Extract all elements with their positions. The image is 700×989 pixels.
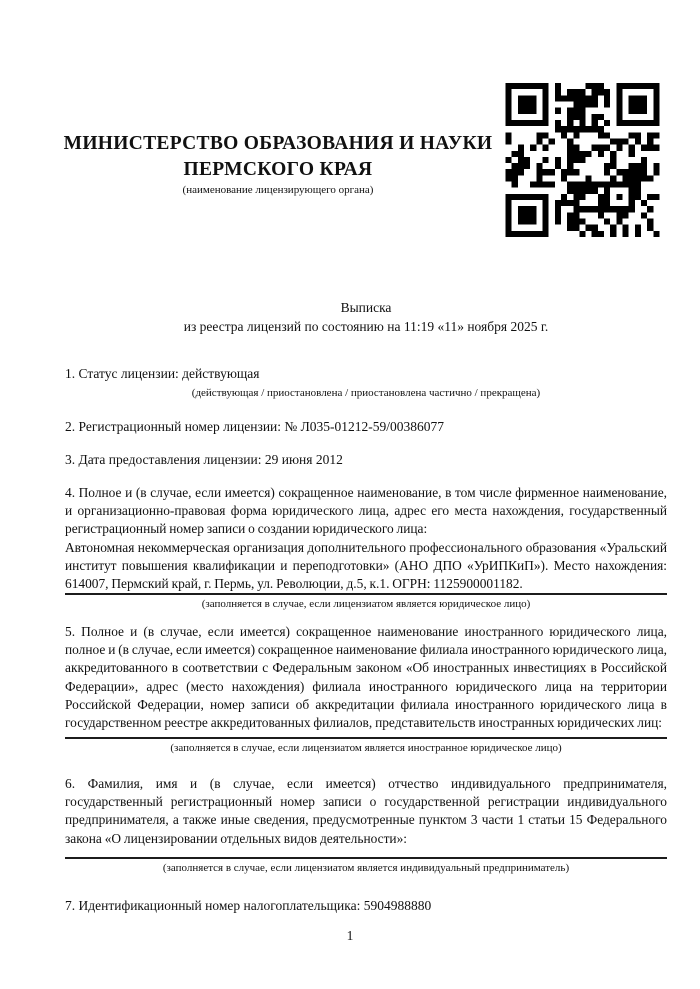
ministry-name-line2: ПЕРМСКОГО КРАЯ: [183, 159, 373, 180]
foreign-entity-description: 5. Полное и (в случае, если имеется) сокращенное наименование иностранного юридического лица, полное и (в случае, если имеется) сокращенное наименование филиала иностранного юридического лица, аккредитованного в соответствии с Федеральным законом «Об иностранных инвестициях в Российской Федерации», адрес (место нахождения) филиала иностранного юридического лица на территории Российской Федерации, номер записи об аккредитации филиала иностранного юридического лица в государственном реестре аккредитованных филиалов, представительств иностранных юридических лиц:: [65, 624, 667, 731]
page-number: 1: [346, 928, 354, 943]
document-title-line2: из реестра лицензий по состоянию на 11:19 «11» ноября 2025 г.: [183, 318, 549, 334]
registration-number-text: 2. Регистрационный номер лицензии: № Л035-01212-59/00386077: [65, 419, 445, 434]
grant-date-text: 3. Дата предоставления лицензии: 29 июня 2012: [65, 452, 343, 467]
entrepreneur-description: 6. Фамилия, имя и (в случае, если имеется) отчество индивидуального предпринимателя, государственный регистрационный номер записи о государственной регистрации индивидуального предпринимателя, а также иные сведения, предусмотренные пунктом 3 части 1 статьи 15 Федерального закона «О лицензировании отдельных видов деятельности»:: [65, 776, 667, 846]
section-entrepreneur: [65, 775, 667, 875]
taxpayer-id-text: 7. Идентификационный номер налогоплательщика: 5904988880: [65, 898, 432, 913]
document-title-line1: Выписка: [340, 300, 392, 315]
legal-entity-value: Автономная некоммерческая организация дополнительного профессионального образования «Уральский институт повышения квалификации и переподготовки» (АНО ДПО «УрИПКиП»). Место нахождения: 614007, Пермский край, г. Пермь, ул. Революции, д.5, к.1. ОГРН: 1125900001182.: [65, 539, 667, 592]
section-taxpayer-id: [65, 897, 667, 916]
entrepreneur-caption: (заполняется в случае, если лицензиатом является индивидуальный предприниматель): [65, 857, 667, 875]
section-license-status: [65, 365, 667, 400]
section-grant-date: [65, 451, 667, 470]
licensing-authority-header: [0, 131, 556, 197]
section-registration-number: [65, 418, 667, 437]
ministry-name-line1: МИНИСТЕРСТВО ОБРАЗОВАНИЯ И НАУКИ: [63, 133, 493, 154]
license-status-text: 1. Статус лицензии: действующая: [65, 366, 260, 381]
section-legal-entity: [65, 484, 667, 611]
license-status-caption: (действующая / приостановлена / приостановлена частично / прекращена): [191, 386, 541, 399]
foreign-entity-caption: (заполняется в случае, если лицензиатом является иностранное юридическое лицо): [65, 737, 667, 755]
legal-entity-description: 4. Полное и (в случае, если имеется) сокращенное наименование, в том числе фирменное наименование, и организационно-правовая форма юридического лица, адрес его места нахождения, государственный регистрационный номер записи о создании юридического лица:: [65, 485, 667, 537]
qr-code: [503, 83, 662, 237]
legal-entity-caption: (заполняется в случае, если лицензиатом является юридическое лицо): [65, 593, 667, 611]
section-foreign-entity: [65, 623, 667, 755]
ministry-caption: (наименование лицензирующего органа): [182, 184, 374, 196]
document-title: [65, 299, 667, 336]
